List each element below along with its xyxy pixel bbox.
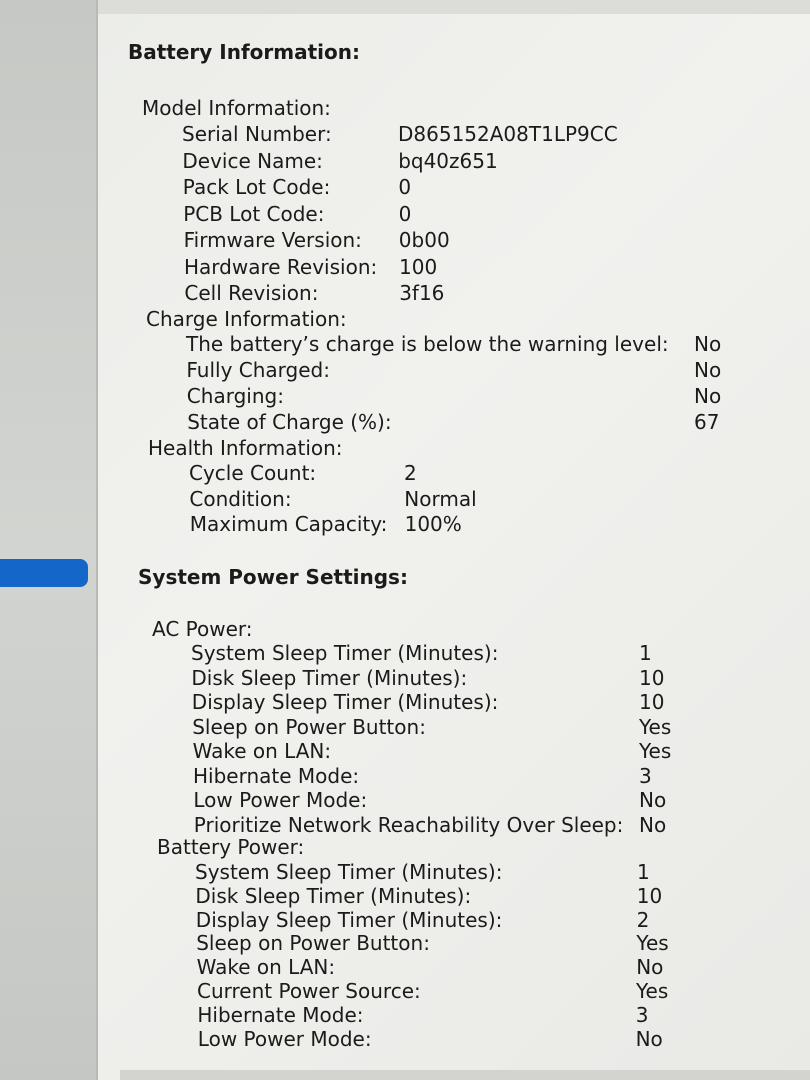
info-row-value: 10: [639, 665, 665, 690]
info-row-value: No: [639, 812, 667, 837]
info-row-label: System Sleep Timer (Minutes):: [195, 860, 503, 884]
info-row-value: 100: [399, 254, 438, 279]
info-row-label: Hardware Revision:: [184, 254, 378, 279]
info-row-value: No: [636, 955, 664, 980]
info-row-value: D865152A08T1LP9CC: [398, 122, 618, 146]
info-row-value: 2: [404, 461, 417, 485]
info-row-value: bq40z651: [398, 148, 498, 173]
group-title-health-information: Health Information:: [148, 436, 343, 460]
info-row-value: Yes: [636, 979, 669, 1003]
info-row-label: The battery’s charge is below the warning level:: [186, 332, 669, 356]
info-row-label: Maximum Capacity:: [189, 512, 388, 536]
info-row-label: Fully Charged:: [186, 358, 330, 382]
info-row-value: 100%: [404, 512, 462, 536]
info-row-value: No: [694, 384, 722, 408]
info-row-label: Prioritize Network Reachability Over Sleep:: [193, 812, 624, 837]
info-row-value: No: [694, 332, 722, 356]
info-row-label: Disk Sleep Timer (Minutes):: [191, 665, 468, 690]
info-row-label: Charging:: [186, 384, 284, 408]
info-row-value: Yes: [636, 931, 669, 956]
info-row-value: 0: [398, 175, 412, 199]
info-row-label: Pack Lot Code:: [182, 175, 331, 199]
info-row-value: 1: [639, 641, 652, 665]
info-row-label: Low Power Mode:: [197, 1026, 372, 1051]
info-row-label: Device Name:: [182, 148, 323, 173]
info-row-value: Yes: [639, 714, 672, 739]
group-title-ac-power: AC Power:: [152, 617, 253, 641]
sidebar-selected-item[interactable]: [0, 559, 88, 587]
section-title-system-power-settings: System Power Settings:: [138, 565, 408, 589]
group-title-charge-information: Charge Information:: [146, 307, 347, 331]
info-row-value: No: [635, 1026, 663, 1051]
group-title-battery-power: Battery Power:: [157, 835, 305, 859]
info-row-label: PCB Lot Code:: [183, 201, 325, 226]
group-title-model-information: Model Information:: [142, 96, 331, 120]
info-row-label: State of Charge (%):: [187, 410, 392, 434]
info-row-value: 10: [639, 690, 665, 714]
info-row-value: Normal: [404, 486, 477, 511]
info-row-value: 0b00: [398, 228, 450, 252]
info-row-value: 0: [398, 201, 412, 226]
info-row-value: No: [639, 788, 667, 812]
info-row-label: Current Power Source:: [197, 979, 421, 1003]
info-row-value: Yes: [639, 739, 672, 763]
sidebar: [0, 0, 96, 1080]
info-row-label: Hibernate Mode:: [193, 763, 360, 788]
window-top-edge: [98, 0, 810, 14]
info-row-label: Low Power Mode:: [193, 788, 368, 812]
info-row-label: Condition:: [189, 486, 292, 511]
info-row-label: Wake on LAN:: [192, 739, 332, 763]
window-bottom-edge: [120, 1070, 810, 1080]
info-row-value: 3f16: [399, 281, 445, 305]
info-row-label: Firmware Version:: [183, 228, 362, 252]
info-row-label: Display Sleep Timer (Minutes):: [191, 690, 499, 714]
info-row-label: Sleep on Power Button:: [196, 931, 430, 956]
info-row-value: 3: [635, 1002, 649, 1027]
info-row-label: Cell Revision:: [184, 281, 319, 305]
info-row-label: Cycle Count:: [189, 461, 317, 485]
info-row-value: 67: [694, 410, 720, 434]
info-row-value: 2: [636, 907, 650, 932]
info-row-label: System Sleep Timer (Minutes):: [191, 641, 499, 665]
info-row-label: Serial Number:: [182, 122, 332, 146]
info-row-value: 1: [637, 860, 650, 884]
info-row-label: Wake on LAN:: [196, 955, 336, 980]
info-row-label: Display Sleep Timer (Minutes):: [195, 907, 503, 932]
info-row-value: 3: [639, 763, 652, 788]
info-row-label: Hibernate Mode:: [197, 1002, 364, 1027]
info-row-value: No: [694, 358, 722, 382]
info-row-value: 10: [636, 883, 663, 908]
info-row-label: Disk Sleep Timer (Minutes):: [195, 883, 472, 908]
section-title-battery-information: Battery Information:: [128, 40, 361, 64]
info-row-label: Sleep on Power Button:: [192, 714, 426, 739]
